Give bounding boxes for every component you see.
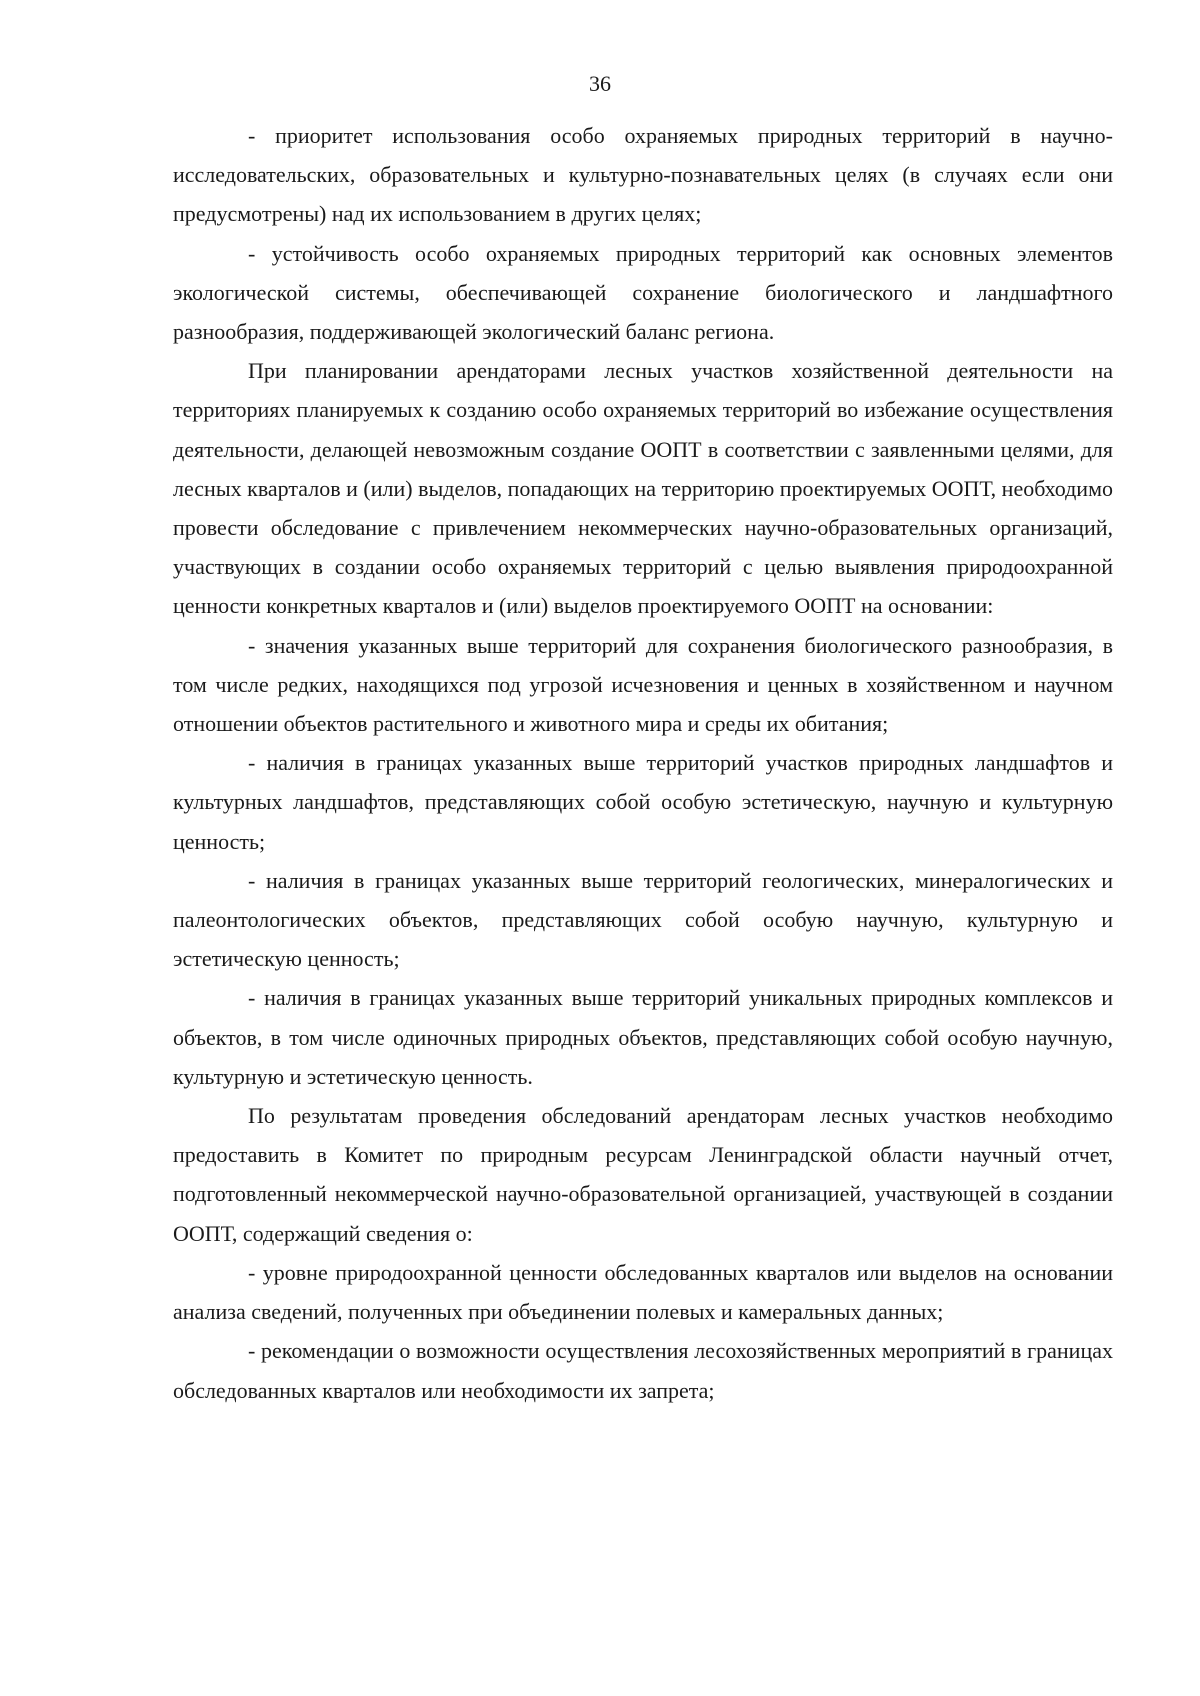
paragraph-biodiversity-value: - значения указанных выше территорий для сохранения биологического разнообразия, в том числе редких, находящихся под угрозой исчезновения и ценных в хозяйственном и научном отношении объектов растительного и животного мира и среды их обитания;: [173, 632, 1113, 737]
paragraph-survey-report: По результатам проведения обследований арендаторам лесных участков необходимо предоставить в Комитет по природным ресурсам Ленинградской области научный отчет, подготовленный некоммерческой научно-образовательной организацией, участвующей в создании ООПТ, содержащий сведения о:: [173, 1103, 1113, 1246]
paragraph-geological-objects: - наличия в границах указанных выше территорий геологических, минералогических и палеонтологических объектов, представляющих собой особую научную, культурную и эстетическую ценность;: [173, 867, 1113, 972]
paragraph-planning-survey: При планировании арендаторами лесных участков хозяйственной деятельности на территориях планируемых к созданию особо охраняемых территорий во избежание осуществления деятельности, делающей невозможным создание ООПТ в соответствии с заявленными целями, для лесных кварталов и (или) выделов, попадающих на территорию проектируемых ООПТ, необходимо провести обследование с привлечением некоммерческих научно-образовательных организаций, участвующих в создании особо охраняемых территорий с целью выявления природоохранной ценности конкретных кварталов и (или) выделов проектируемого ООПТ на основании:: [173, 358, 1113, 619]
paragraph-landscapes: - наличия в границах указанных выше территорий участков природных ландшафтов и культурных ландшафтов, представляющих собой особую эстетическую, научную и культурную ценность;: [173, 750, 1113, 854]
page-number: 36: [589, 71, 611, 96]
paragraph-conservation-level: - уровне природоохранной ценности обследованных кварталов или выделов на основании анализа сведений, полученных при объединении полевых и камеральных данных;: [173, 1259, 1113, 1325]
paragraph-recommendations: - рекомендации о возможности осуществления лесохозяйственных мероприятий в границах обследованных кварталов или необходимости их запрета;: [173, 1338, 1113, 1403]
paragraph-priority-use: - приоритет использования особо охраняемых природных территорий в научно-исследовательских, образовательных и культурно-познавательных целях (в случаях если они предусмотрены) над их использованием в других целях;: [173, 123, 1113, 227]
document-body: [173, 116, 1113, 1410]
paragraph-unique-complexes: - наличия в границах указанных выше территорий уникальных природных комплексов и объектов, в том числе одиночных природных объектов, представляющих собой особую научную, культурную и эстетическую ценность.: [173, 985, 1113, 1089]
paragraph-sustainability: - устойчивость особо охраняемых природных территорий как основных элементов экологической системы, обеспечивающей сохранение биологического и ландшафтного разнообразия, поддерживающей экологический баланс региона.: [173, 240, 1113, 345]
